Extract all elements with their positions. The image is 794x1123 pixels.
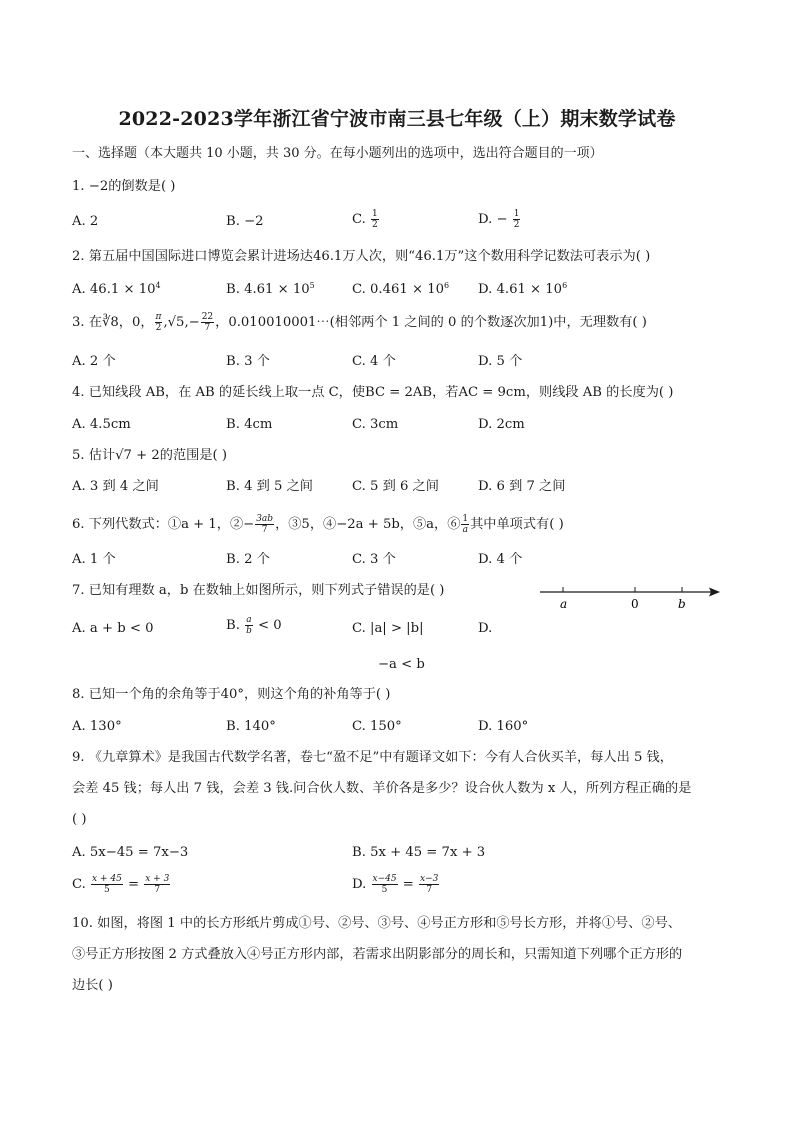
q5-option-c: C. 5 到 6 之间 [352, 479, 439, 494]
q9-d-equals: = [398, 877, 419, 892]
q1-c-prefix: C. [352, 212, 371, 227]
q6-1a-fraction [461, 514, 469, 535]
frac-den: a [462, 525, 468, 535]
q6-stem-a: 6. 下列代数式：①a + 1，②− [72, 517, 255, 532]
frac-num: 1 [372, 209, 378, 219]
question-8-stem: 8. 已知一个角的余角等于40°，则这个角的补角等于( ) [72, 687, 391, 702]
frac-den: b [246, 626, 252, 636]
q9-c-prefix: C. [72, 877, 91, 892]
number-line-figure [540, 580, 730, 620]
q9-c-left-fraction [91, 874, 123, 895]
q5-option-a: A. 3 到 4 之间 [72, 479, 159, 494]
q2-d-text: D. 4.61 × 10 [478, 282, 563, 297]
q1-c-fraction [371, 209, 379, 230]
q4-option-b: B. 4cm [226, 417, 273, 432]
q2-b-text: B. 4.61 × 10 [226, 282, 310, 297]
q2-option-d [478, 281, 567, 299]
q3-stem-b: ,√5,− [163, 315, 200, 330]
q1-d-fraction [513, 209, 521, 230]
q9-option-d [352, 874, 440, 895]
q1-option-a: A. 2 [72, 214, 99, 229]
q9-option-a: A. 5x−45 = 7x−3 [72, 845, 189, 860]
q4-option-d: D. 2cm [478, 417, 525, 432]
q5-option-b: B. 4 到 5 之间 [226, 479, 313, 494]
frac-den: 7 [154, 885, 161, 895]
q6-option-a: A. 1 个 [72, 552, 116, 567]
question-10-stem-line3: 边长( ) [72, 978, 113, 993]
question-10-stem-line2: ③号正方形按图 2 方式叠放入④号正方形内部，若需求出阴影部分的周长和，只需知道下列哪个正方形的 [72, 947, 683, 962]
question-9-stem-line2: 会差 45 钱；每人出 7 钱，会差 3 钱.问合伙人数、羊价各是多少？设合伙人数为 x 人，所列方程正确的是 [72, 781, 692, 796]
q1-d-prefix: D. − [478, 212, 508, 227]
q2-option-b [226, 281, 315, 299]
frac-den: 7 [204, 323, 211, 333]
q8-option-a: A. 130° [72, 719, 122, 734]
q7-option-d-expression: −a < b [378, 657, 425, 672]
question-3-stem [72, 312, 647, 333]
q3-stem-a: 3. 在∛8，0， [72, 315, 154, 330]
q2-c-text: C. 0.461 × 10 [352, 282, 444, 297]
frac-den: 2 [155, 323, 162, 333]
q9-c-equals: = [123, 877, 144, 892]
axis-label-a: a [560, 597, 568, 611]
q3-option-a: A. 2 个 [72, 354, 116, 369]
q7-option-a: A. a + b < 0 [72, 621, 154, 636]
page-title: 2022-2023学年浙江省宁波市南三县七年级（上）期末数学试卷 [118, 108, 676, 130]
frac-den: 5 [104, 885, 110, 895]
q1-option-d [478, 209, 521, 230]
frac-den: 7 [426, 885, 433, 895]
frac-num: 3ab [256, 514, 274, 524]
question-4-stem: 4. 已知线段 AB，在 AB 的延长线上取一点 C，使BC = 2AB，若AC = 9cm，则线段 AB 的长度为( ) [72, 385, 674, 400]
q7-b-fraction [245, 615, 253, 636]
q3-option-b: B. 3 个 [226, 354, 270, 369]
q8-option-d: D. 160° [478, 719, 529, 734]
q7-option-b [226, 615, 282, 636]
q5-option-d: D. 6 到 7 之间 [478, 479, 566, 494]
frac-num: 1 [462, 514, 469, 524]
q7-option-c: C. |a| > |b| [352, 621, 424, 636]
q9-d-prefix: D. [352, 877, 371, 892]
question-10-stem-line1: 10. 如图，将图 1 中的长方形纸片剪成①号、②号、③号、④号正方形和⑤号长方形，并将①号、②号、 [72, 916, 681, 931]
q6-option-c: C. 3 个 [352, 552, 396, 567]
q9-option-c [72, 874, 171, 895]
q9-d-right-fraction [419, 874, 439, 895]
q2-c-exp: 6 [443, 281, 450, 290]
question-1-stem: 1. −2的倒数是( ) [72, 179, 176, 194]
q7-b-prefix: B. [226, 618, 245, 633]
frac-num: x−45 [372, 874, 397, 884]
q2-a-text: A. 46.1 × 10 [72, 282, 156, 297]
q9-option-b: B. 5x + 45 = 7x + 3 [352, 845, 486, 860]
question-7-stem: 7. 已知有理数 a，b 在数轴上如图所示，则下列式子错误的是( ) [72, 583, 445, 598]
axis-label-0: 0 [631, 597, 639, 611]
question-9-stem-line1: 9. 《九章算术》是我国古代数学名著，卷七“盈不足”中有题译文如下：今有人合伙买羊，每人出 5 钱， [72, 750, 673, 765]
frac-num: x + 3 [145, 874, 170, 884]
q6-stem-b: ，③5，④−2a + 5b，⑤a，⑥ [275, 517, 461, 532]
q3-pi-fraction [155, 312, 163, 333]
question-6-stem [72, 514, 564, 535]
q6-3ab-fraction [255, 514, 274, 535]
q2-option-c [352, 281, 449, 299]
q9-d-left-fraction [372, 874, 398, 895]
question-5-stem: 5. 估计√7 + 2的范围是( ) [72, 448, 227, 463]
q1-option-c [352, 209, 380, 230]
q9-c-right-fraction [144, 874, 170, 895]
q6-stem-c: 其中单项式有( ) [470, 517, 564, 532]
q2-option-a [72, 281, 161, 299]
q3-option-d: D. 5 个 [478, 354, 523, 369]
q2-a-exp: 4 [155, 281, 161, 290]
q8-option-c: C. 150° [352, 719, 402, 734]
q8-option-b: B. 140° [226, 719, 276, 734]
q3-stem-c: ，0.010010001⋯(相邻两个 1 之间的 0 的个数逐次加1)中，无理数有( ) [215, 315, 647, 330]
frac-den: 7 [261, 525, 268, 535]
frac-num: 1 [513, 209, 520, 219]
q7-b-suffix: < 0 [253, 618, 282, 633]
question-9-stem-line3: ( ) [72, 812, 87, 827]
axis-label-b: b [678, 597, 686, 611]
q1-option-b: B. −2 [226, 214, 264, 229]
q4-option-a: A. 4.5cm [72, 417, 131, 432]
q3-option-c: C. 4 个 [352, 354, 396, 369]
q2-b-exp: 5 [309, 281, 315, 290]
frac-den: 2 [513, 220, 520, 230]
frac-num: 22 [201, 312, 214, 322]
frac-num: a [246, 615, 252, 625]
frac-den: 5 [381, 885, 388, 895]
frac-num: x + 45 [92, 874, 122, 884]
q4-option-c: C. 3cm [352, 417, 399, 432]
q2-d-exp: 6 [562, 281, 568, 290]
q6-option-d: D. 4 个 [478, 552, 523, 567]
q7-option-d: D. [478, 621, 493, 636]
frac-den: 2 [372, 220, 378, 230]
number-line-svg [540, 580, 730, 620]
q6-option-b: B. 2 个 [226, 552, 270, 567]
frac-num: x−3 [420, 874, 439, 884]
question-2-stem: 2. 第五届中国国际进口博览会累计进场达46.1万人次，则“46.1万”这个数用科学记数法可表示为( ) [72, 249, 651, 264]
frac-num: π [155, 312, 162, 322]
q3-22-7-fraction [201, 312, 214, 333]
section-heading: 一、选择题（本大题共 10 小题，共 30 分。在每小题列出的选项中，选出符合题目的一项） [72, 146, 603, 161]
